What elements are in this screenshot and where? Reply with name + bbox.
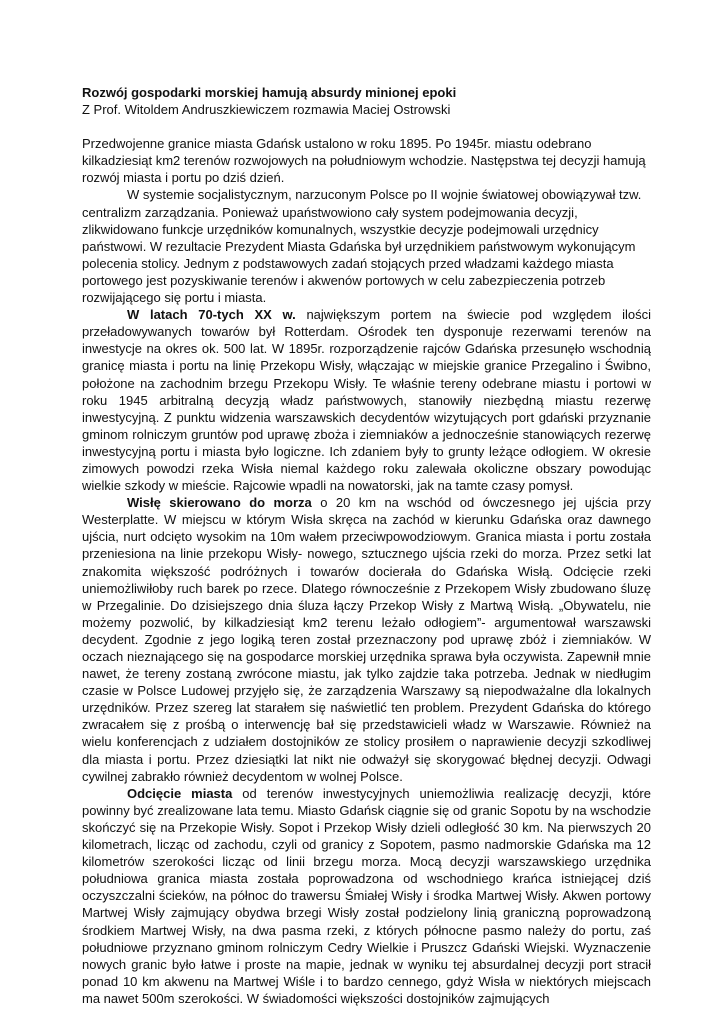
article-subtitle: Z Prof. Witoldem Andruszkiewiczem rozmawia Maciej Ostrowski [82, 102, 451, 118]
paragraph-rotterdam-lead: W latach 70-tych XX w. [127, 307, 296, 323]
paragraph-city-cutoff [82, 785, 651, 1007]
paragraph-vistula-text: o 20 km na wschód od ówczesnego jej ujścia przy Westerplatte. W miejscu w którym Wisła skręca na zachód w kierunku Gdańska oraz dawnego ujścia, nurt odcięto wysokim na 10m wałem przeciwpowodziowym. Granica miasta i portu została przeniesiona na linie przekopu Wisły- nowego, sztucznego ujścia rzeki do morza. Przez setki lat znakomita większość podróżnych i towarów docierała do Gdańska Wisłą. Odcięcie rzeki uniemożliwiłoby ruch barek po rzece. Dlatego równocześnie z Przekopem Wisły zbudowano śluzę w Przegalinie. Do dzisiejszego dnia śluza łączy Przekop Wisły z Martwą Wisłą. „Obywatelu, nie możemy pozwolić, by kilkadziesiąt km2 terenu leżało odłogiem”- argumentował warszawski decydent. Zgodnie z jego logiką teren został przeznaczony pod uprawę zbóż i ziemniaków. W oczach nieznającego się na gospodarce morskiej urzędnika sprawa była oczywista. Zapewnił mnie nawet, że tereny zostaną zwrócone miastu, jak tylko zajdzie taka potrzeba. Jednak w niedługim czasie w Polsce Ludowej przyjęło się, że zarządzenia Warszawy są niepodważalne dla lokalnych urzędników. Przez szereg lat starałem się naświetlić ten problem. Prezydent Gdańska do którego zwracałem się z prośbą o interwencję bał się przedstawicieli władz w Warszawie. Również na wielu konferencjach z udziałem dostojników ze stolicy prosiłem o naprawienie decyzji szkodliwej dla miasta i portu. Przez dziesiątki lat nikt nie odważył się skorygować błędnej decyzji. Odwagi cywilnej zabrakło również decydentom w wolnej Polsce. [82, 495, 651, 784]
article-title: Rozwój gospodarki morskiej hamują absurdy minionej epoki [82, 85, 457, 100]
paragraph-rotterdam [82, 306, 651, 494]
paragraph-rotterdam-text: największym portem na świecie pod względem ilości przeładowywanych towarów był Rotterdam. Ośrodek ten dysponuje rezerwami terenów na inwestycje na okres ok. 500 lat. W 1895r. rozporządzenie rajców Gdańska przesunęło wschodnią granicę miasta i portu na linię Przekopu Wisły, włączając w miejskie granice Przegalino i Świbno, położone na zachodnim brzegu Przekopu Wisły. Te właśnie tereny odebrane miastu i portowi w roku 1945 arbitralną decyzją władz państwowych, stanowiły niezbędną miastu rezerwę inwestycyjną. Z punktu widzenia warszawskich decydentów wizytujących port gdański przyznanie gminom rolniczym gruntów pod uprawę zboża i ziemniaków a jednocześnie stanowiących rezerwę inwestycyjną portu i miasta było logiczne. Ich zdaniem były to grunty leżące odłogiem. W okresie zimowych powodzi rzeka Wisła niemal każdego roku zalewała okoliczne obszary powodując wielkie szkody w mieście. Rajcowie wpadli na nowatorski, jak na tamte czasy pomysł. [82, 307, 651, 494]
paragraph-city-cutoff-lead: Odcięcie miasta [127, 785, 233, 801]
paragraph-intro: Przedwojenne granice miasta Gdańsk ustalono w roku 1895. Po 1945r. miastu odebrano kilkadziesiąt km2 terenów rozwojowych na południowym wchodzie. Następstwa tej decyzji hamują rozwój miasta i portu po dziś dzień. [82, 136, 646, 186]
paragraph-vistula-lead: Wisłę skierowano do morza [127, 495, 312, 511]
paragraph-socialism: W systemie socjalistycznym, narzuconym Polsce po II wojnie światowej obowiązywał tzw. centralizm zarządzania. Ponieważ upaństwowiono cały system podejmowania decyzji, zlikwidowano funkcje urzędników komunalnych, wszystkie decyzje podejmowali urzędnicy państwowi. W rezultacie Prezydent Miasta Gdańska był urzędnikiem państwowym wykonującym polecenia stolicy. Jednym z podstawowych zadań stojących przed władzami każdego miasta portowego jest pozyskiwanie terenów i akwenów portowych w celu zabezpieczenia potrzeb rozwijającego się portu i miasta. [82, 187, 642, 306]
article [82, 84, 651, 1007]
paragraph-city-cutoff-text: od terenów inwestycyjnych uniemożliwia realizację decyzji, które powinny być zrealizowane lata temu. Miasto Gdańsk ciągnie się od granic Sopotu by na wschodzie skończyć się na Przekopie Wisły. Sopot i Przekop Wisły dzieli odległość 30 km. Na pierwszych 20 kilometrach, licząc od zachodu, czyli od granicy z Sopotem, pasmo nadmorskie Gdańska ma 12 kilometrów szerokości licząc od linii brzegu morza. Mocą decyzji warszawskiego urzędnika południowa granica miasta została poprowadzona od wschodniego krańca istniejącej dziś oczyszczalni ścieków, na północ do trawersu Śmiałej Wisły i środka Martwej Wisły. Akwen portowy Martwej Wisły zajmujący obydwa brzegi Wisły został podzielony linią graniczną poprowadzoną środkiem Martwej Wisły, na dwa pasma rzeki, z których północne pasmo należy do portu, zaś południowe przyznano gminom rolniczym Cedry Wielkie i Pruszcz Gdański Wiejski. Wyznaczenie nowych granic było łatwe i proste na mapie, jednak w wyniku tej absurdalnej decyzji port stracił ponad 10 km akwenu na Martwej Wiśle i to bardzo cennego, gdyż Wisła w niektórych miejscach ma nawet 500m szerokości. W świadomości większości dostojników zajmujących [82, 785, 651, 1006]
paragraph-vistula [82, 494, 651, 785]
